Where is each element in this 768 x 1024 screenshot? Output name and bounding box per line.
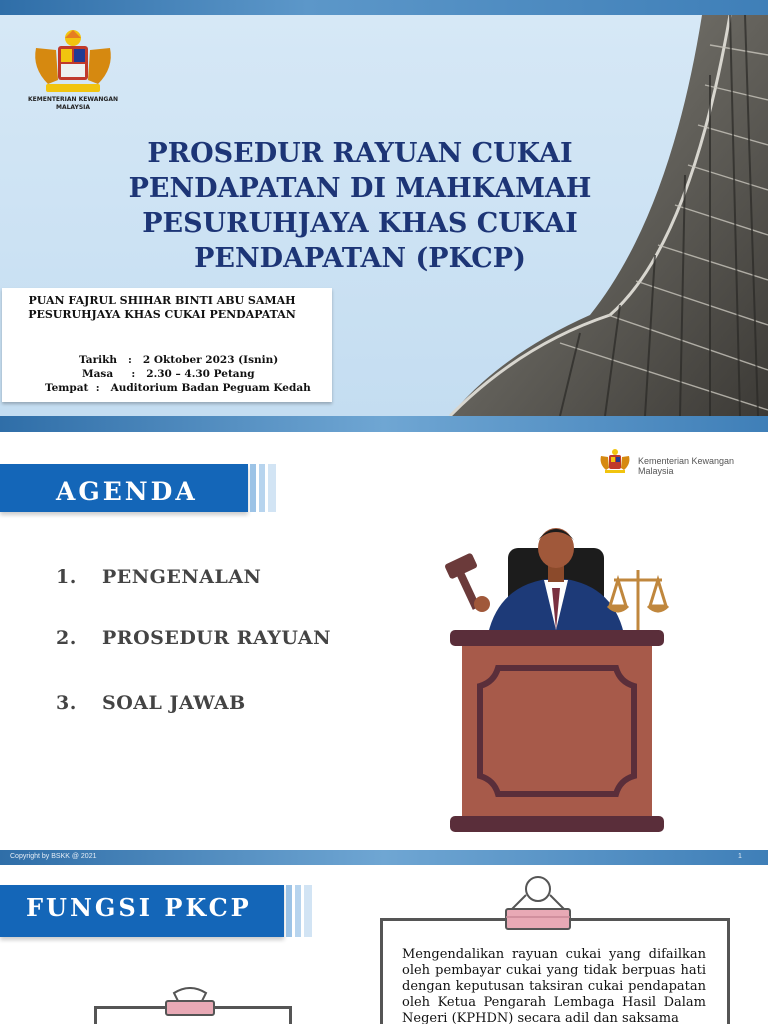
ministry-caption <box>18 96 128 112</box>
agenda-number: 1. <box>56 566 77 588</box>
fungsi-heading: FUNGSI PKCP <box>0 885 284 937</box>
title-line-2: PENDAPATAN DI MAHKAMAH <box>128 173 592 204</box>
title-line-1: PROSEDUR RAYUAN CUKAI <box>147 138 573 169</box>
heading-stripes <box>250 464 280 512</box>
agenda-number: 2. <box>56 627 77 649</box>
speaker-name: PUAN FAJRUL SHIHAR BINTI ABU SAMAH <box>28 294 296 307</box>
date-value: 2 Oktober 2023 (Isnin) <box>142 354 279 366</box>
agenda-label: PENGENALAN <box>102 566 262 588</box>
gavel-icon <box>444 552 490 612</box>
speaker-info-box <box>2 288 332 402</box>
time-value: 2.30 – 4.30 Petang <box>146 368 255 380</box>
venue-value: Auditorium Badan Peguam Kedah <box>110 382 311 394</box>
venue-row: Tempat : Auditorium Badan Peguam Kedah <box>45 382 311 394</box>
time-label: Masa <box>82 368 114 380</box>
title-line-4: PENDAPATAN (PKCP) <box>194 243 526 274</box>
bottom-band <box>0 416 768 432</box>
caption-line-2: MALAYSIA <box>55 104 91 111</box>
paper-clip-icon <box>162 987 218 1019</box>
title-line-3: PESURUHJAYA KHAS CUKAI <box>142 208 578 239</box>
agenda-number: 3. <box>56 692 77 714</box>
ministry-crest-small-icon <box>598 448 632 474</box>
agenda-item-3 <box>56 692 246 714</box>
speaker-title: PESURUHJAYA KHAS CUKAI PENDAPATAN <box>28 308 296 321</box>
agenda-heading: AGENDA <box>0 464 248 512</box>
top-band <box>0 0 768 15</box>
footer-band <box>0 850 768 865</box>
agenda-label: SOAL JAWAB <box>102 692 246 714</box>
fungsi-slide <box>0 865 768 1024</box>
date-label: Tarikh <box>79 354 118 366</box>
ministry-label: Kementerian Kewangan Malaysia <box>638 456 735 476</box>
page-number: 1 <box>738 853 742 860</box>
agenda-item-2 <box>56 627 331 649</box>
judge-illustration <box>440 518 672 838</box>
caption-line-1: KEMENTERIAN KEWANGAN <box>28 96 118 103</box>
heading-stripes <box>286 885 318 937</box>
ministry-crest-icon <box>28 28 118 96</box>
fungsi-description: Mengendalikan rayuan cukai yang difailkan oleh pembayar cukai yang tidak berpuas hati dengan keputusan taksiran cukai pendapatan oleh Ketua Pengarah Lembaga Hasil Dalam Negeri (KPHDN) secara adil dan saksama <box>402 947 706 1024</box>
agenda-slide <box>0 432 768 865</box>
date-row: Tarikh : 2 Oktober 2023 (Isnin) <box>79 354 279 366</box>
paper-clip-icon <box>500 875 576 933</box>
agenda-label: PROSEDUR RAYUAN <box>102 627 332 649</box>
title-slide <box>0 0 768 432</box>
agenda-item-1 <box>56 566 261 588</box>
presentation-title <box>120 136 600 276</box>
venue-label: Tempat <box>45 382 89 394</box>
copyright-text: Copyright by BSKK @ 2021 <box>10 853 97 860</box>
time-row: Masa : 2.30 – 4.30 Petang <box>82 368 255 380</box>
speaker-block <box>2 294 322 322</box>
